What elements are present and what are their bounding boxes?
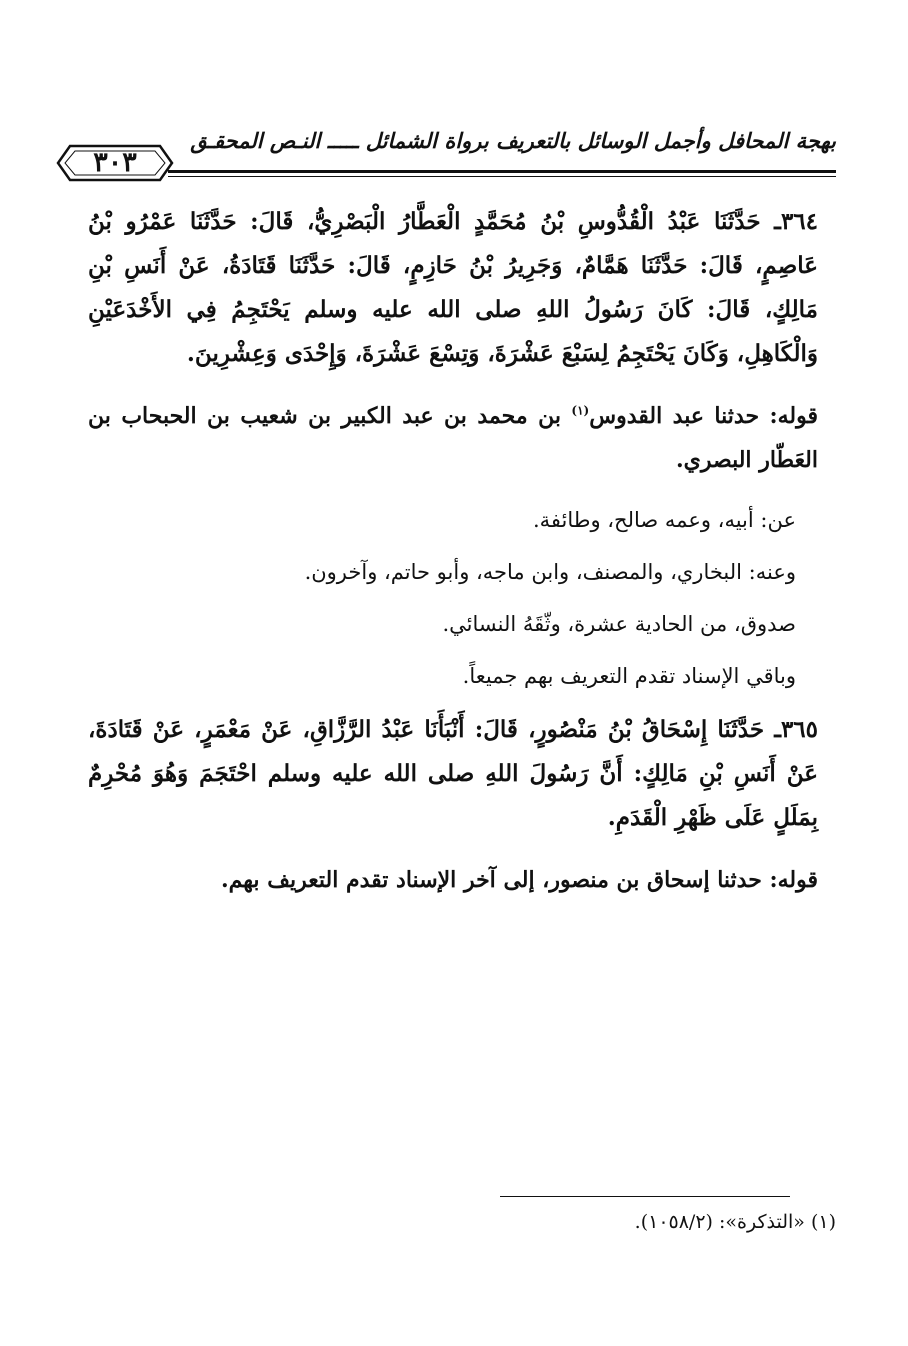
narrated-by: وعنه: البخاري، والمصنف، وابن ماجه، وأبو حاتم، وآخرون. — [304, 560, 796, 584]
running-title: بهجة المحافل وأجمل الوسائل بالتعريف برواة الشمائل ـــــ النـص المحقـق — [190, 128, 836, 153]
narrated-from: عن: أبيه، وعمه صالح، وطائفة. — [532, 508, 796, 532]
header-rule — [168, 170, 836, 173]
footnote-separator — [500, 1196, 790, 1197]
comment-365: قوله: حدثنا إسحاق بن منصور، إلى آخر الإسناد تقدم التعريف بهم. — [220, 867, 818, 893]
page-number-badge — [56, 140, 174, 186]
comment-lead: قوله: حدثنا عبد القدوس — [589, 403, 818, 429]
page-body — [88, 200, 818, 902]
footnote: (١) «التذكرة»: (١٠٥٨/٢). — [634, 1211, 836, 1233]
hadith-365: ٣٦٥ـ حَدَّثَنَا إِسْحَاقُ بْنُ مَنْصُورٍ، قَالَ: أَنْبَأَنَا عَبْدُ الرَّزَّاقِ، عَنْ مَعْمَرٍ، عَنْ قَتَادَةَ، عَنْ أَنَسِ بْنِ مَالِكٍ: أَنَّ رَسُولَ اللهِ صلى الله عليه وسلم احْتَجَمَ وَهُوَ مُحْرِمٌ بِمَلَلٍ عَلَى ظَهْرِ الْقَدَمِ. — [88, 716, 818, 831]
comment-rest: بن محمد بن عبد الكبير بن شعيب بن الحبحاب بن العَطّار البصري. — [88, 403, 818, 473]
header-rule-thin — [168, 176, 836, 177]
page-header — [56, 128, 836, 194]
narrator-grade: صدوق، من الحادية عشرة، وثّقَهُ النسائي. — [442, 612, 796, 636]
hadith-364: ٣٦٤ـ حَدَّثَنَا عَبْدُ الْقُدُّوسِ بْنُ مُحَمَّدٍ الْعَطَّارُ الْبَصْرِيُّ، قَالَ: حَدَّثَنَا عَمْرُو بْنُ عَاصِمٍ، قَالَ: حَدَّثَنَا هَمَّامٌ، وَجَرِيرُ بْنُ حَازِمٍ، قَالَ: حَدَّثَنَا قَتَادَةُ، عَنْ أَنَسِ بْنِ مَالِكٍ، قَالَ: كَانَ رَسُولُ اللهِ صلى الله عليه وسلم يَحْتَجِمُ فِي الأَخْدَعَيْنِ وَالْكَاهِلِ، وَكَانَ يَحْتَجِمُ لِسَبْعَ عَشْرَةَ، وَتِسْعَ عَشْرَةَ، وَإِحْدَى وَعِشْرِينَ. — [88, 208, 818, 367]
comment-364-intro — [88, 394, 818, 482]
rest-of-isnad-note: وباقي الإسناد تقدم التعريف بهم جميعاً. — [462, 664, 796, 688]
footnote-marker: (١) — [571, 403, 590, 418]
page-number: ٣٠٣ — [93, 147, 137, 178]
